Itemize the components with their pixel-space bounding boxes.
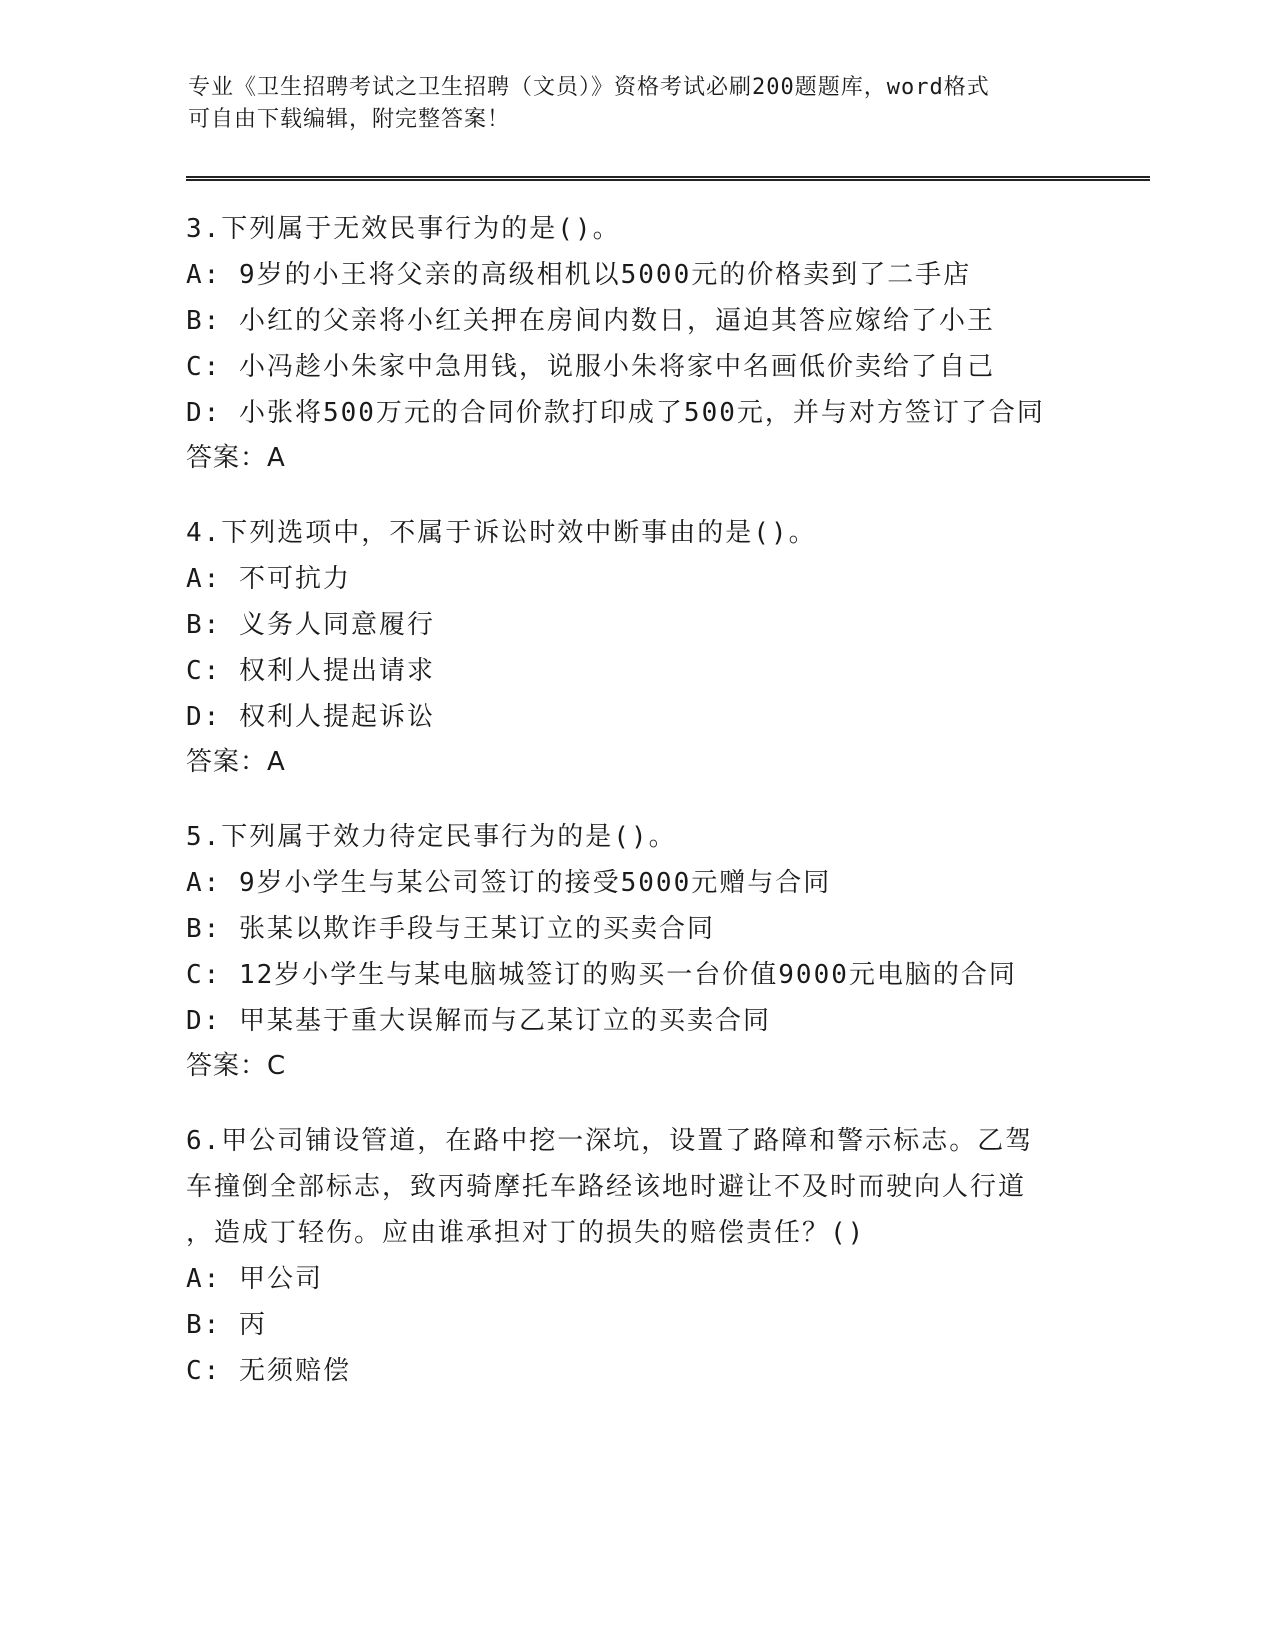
option-c: C: 无须赔偿 [186, 1356, 351, 1386]
answer-line: 答案：C [186, 1051, 287, 1081]
option-c: C: 小冯趁小朱家中急用钱，说服小朱将家中名画低价卖给了自己 [186, 352, 995, 382]
option-a: A: 9岁小学生与某公司签订的接受5000元赠与合同 [186, 868, 832, 898]
option-b: B: 小红的父亲将小红关押在房间内数日，逼迫其答应嫁给了小王 [186, 306, 995, 336]
question-3 [186, 206, 1086, 480]
option-a: A: 不可抗力 [186, 564, 351, 594]
option-c: C: 12岁小学生与某电脑城签订的购买一台价值9000元电脑的合同 [186, 960, 1017, 990]
question-6 [186, 1118, 1086, 1394]
option-b: B: 张某以欺诈手段与王某订立的买卖合同 [186, 914, 715, 944]
question-list [186, 206, 1086, 1424]
question-5 [186, 814, 1086, 1088]
question-stem: 5.下列属于效力待定民事行为的是()。 [186, 822, 677, 852]
option-a: A: 甲公司 [186, 1264, 323, 1294]
question-4 [186, 510, 1086, 784]
option-d: D: 权利人提起诉讼 [186, 702, 435, 732]
question-stem-line-3: ，造成丁轻伤。应由谁承担对丁的损失的赔偿责任？() [186, 1218, 866, 1248]
option-a: A: 9岁的小王将父亲的高级相机以5000元的价格卖到了二手店 [186, 260, 972, 290]
option-b: B: 丙 [186, 1310, 267, 1340]
header-title-line-1: 专业《卫生招聘考试之卫生招聘（文员）》资格考试必刷200题题库，word格式 [188, 75, 990, 100]
option-c: C: 权利人提出请求 [186, 656, 435, 686]
option-d: D: 甲某基于重大误解而与乙某订立的买卖合同 [186, 1006, 771, 1036]
header-title-line-2: 可自由下载编辑，附完整答案！ [188, 107, 511, 132]
question-stem-line-2: 车撞倒全部标志，致丙骑摩托车路经该地时避让不及时而驶向人行道 [186, 1172, 1027, 1202]
question-stem: 3.下列属于无效民事行为的是()。 [186, 214, 621, 244]
answer-line: 答案：A [186, 443, 286, 473]
option-d: D: 小张将500万元的合同价款打印成了500元，并与对方签订了合同 [186, 398, 1045, 428]
document-header [188, 72, 1068, 136]
question-stem: 4.下列选项中，不属于诉讼时效中断事由的是()。 [186, 518, 817, 548]
answer-line: 答案：A [186, 747, 286, 777]
question-stem-line-1: 6.甲公司铺设管道，在路中挖一深坑，设置了路障和警示标志。乙驾 [186, 1126, 1034, 1156]
option-b: B: 义务人同意履行 [186, 610, 435, 640]
header-double-rule [186, 176, 1150, 181]
